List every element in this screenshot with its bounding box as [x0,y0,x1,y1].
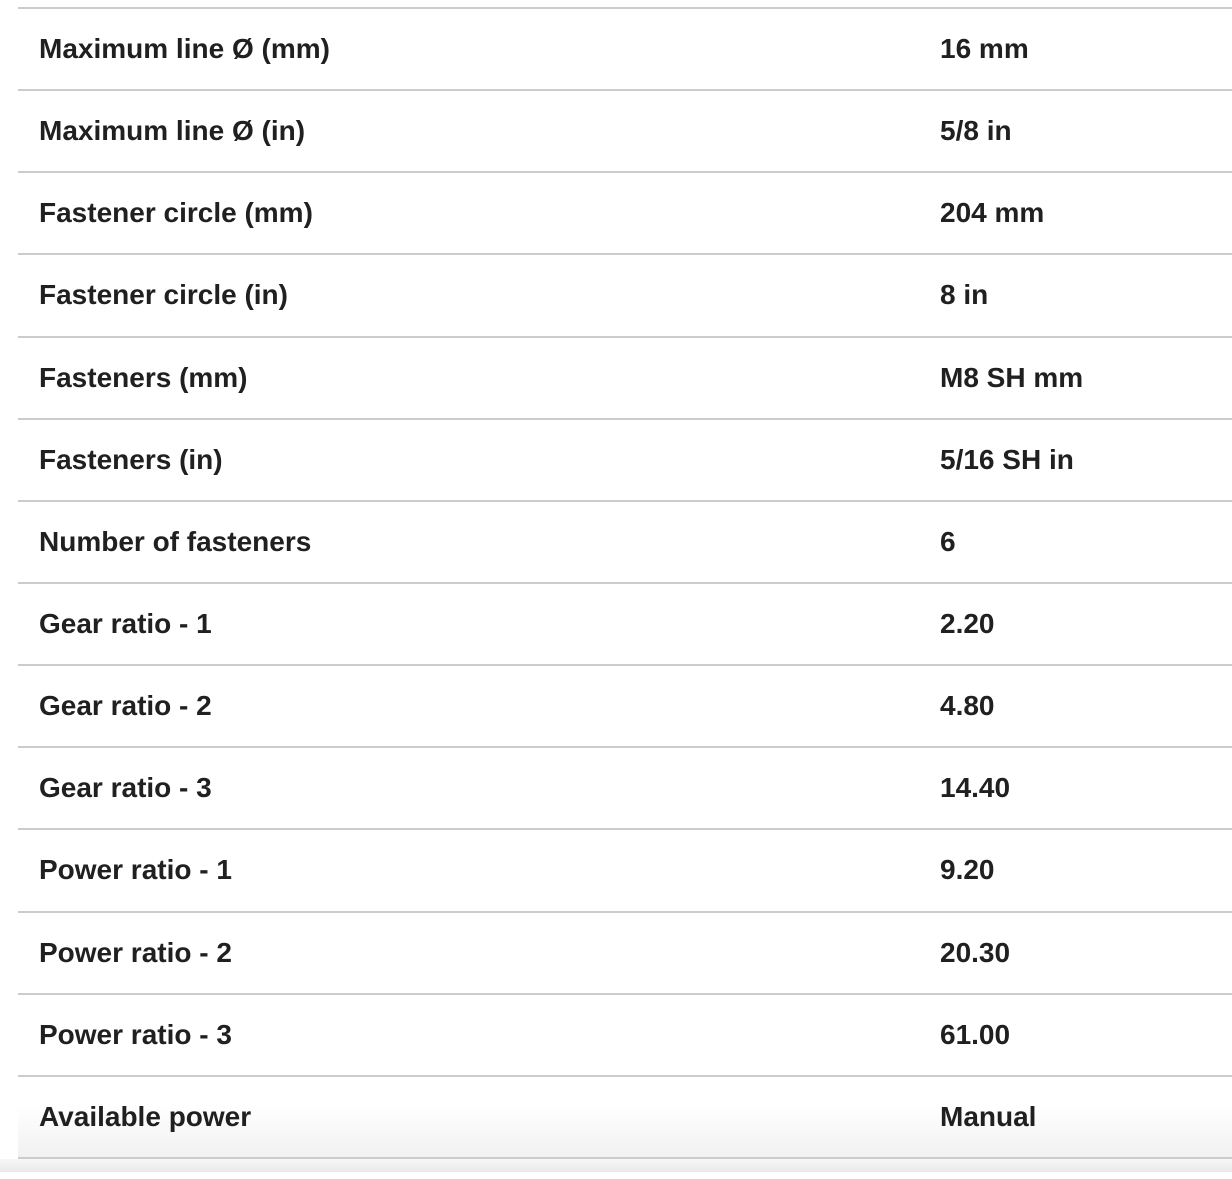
spec-value: Manual [940,1100,1037,1132]
table-row [18,89,1232,171]
spec-label: Power ratio - 2 [39,936,232,968]
page-background-strip [0,1159,1232,1172]
spec-table [18,7,1232,1159]
table-row [18,7,1232,89]
spec-value: M8 SH mm [940,361,1084,393]
table-row [18,336,1232,418]
spec-value: 2.20 [940,607,995,639]
spec-value: 9.20 [940,854,995,886]
table-row [18,993,1232,1075]
spec-value: 8 in [940,279,989,311]
table-row [18,582,1232,664]
spec-value: 6 [940,525,956,557]
spec-label: Gear ratio - 2 [39,690,212,722]
spec-label: Maximum line Ø (in) [39,115,306,147]
table-row [18,500,1232,582]
table-row [18,418,1232,500]
table-row [18,911,1232,993]
spec-value: 204 mm [940,197,1045,229]
spec-label: Fasteners (in) [39,443,223,475]
spec-value: 14.40 [940,772,1011,804]
spec-label: Available power [39,1100,252,1132]
spec-label: Fastener circle (mm) [39,197,313,229]
table-row [18,828,1232,910]
spec-value: 5/16 SH in [940,443,1074,475]
table-row [18,253,1232,335]
spec-label: Power ratio - 1 [39,854,232,886]
spec-label: Power ratio - 3 [39,1018,232,1050]
spec-value: 16 mm [940,32,1029,64]
spec-value: 5/8 in [940,115,1012,147]
table-row [18,664,1232,746]
spec-label: Gear ratio - 3 [39,772,212,804]
spec-value: 20.30 [940,936,1011,968]
spec-value: 4.80 [940,690,995,722]
spec-label: Maximum line Ø (mm) [39,32,330,64]
spec-label: Fasteners (mm) [39,361,248,393]
spec-value: 61.00 [940,1018,1011,1050]
spec-label: Gear ratio - 1 [39,607,212,639]
spec-label: Number of fasteners [39,525,312,557]
table-row [18,171,1232,253]
spec-label: Fastener circle (in) [39,279,288,311]
table-row [18,1075,1232,1157]
table-row [18,746,1232,828]
